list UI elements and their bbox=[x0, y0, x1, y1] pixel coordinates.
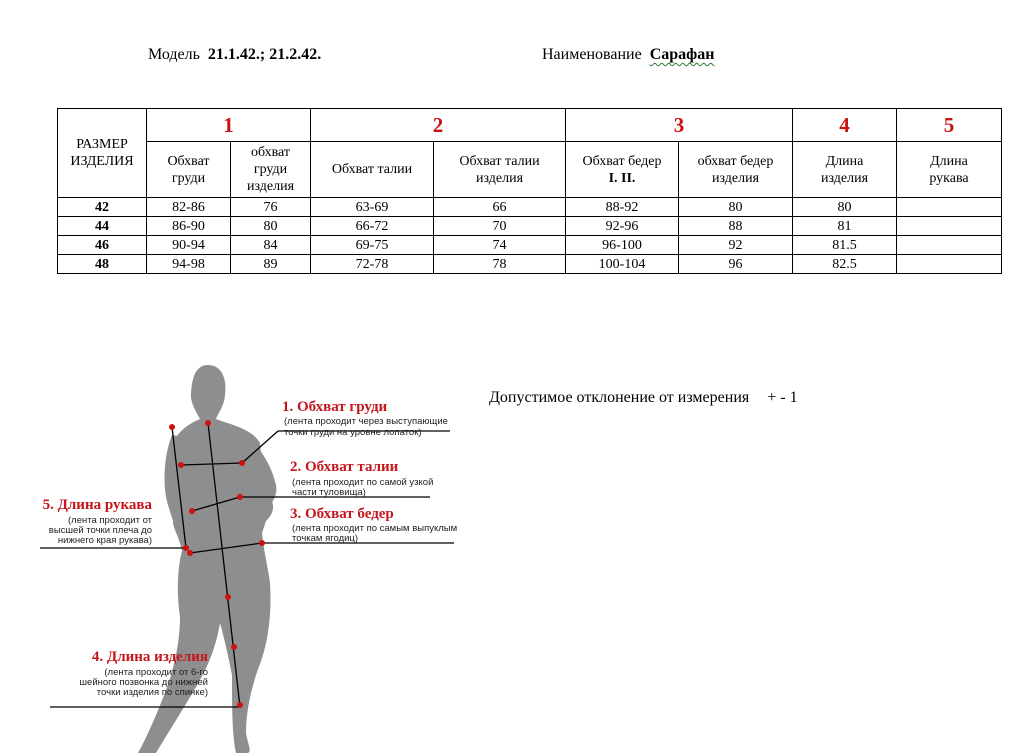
label-length-desc: точки изделия по спинке) bbox=[96, 687, 208, 698]
name-value: Сарафан bbox=[649, 46, 715, 63]
label-length-title: 4. Длина изделия bbox=[91, 649, 208, 665]
column-header: Обхват груди bbox=[147, 142, 231, 198]
table-cell bbox=[897, 236, 1002, 255]
table-cell: 76 bbox=[231, 198, 311, 217]
table-cell bbox=[897, 198, 1002, 217]
marker-dot bbox=[189, 508, 195, 514]
marker-dot bbox=[225, 594, 231, 600]
table-cell: 89 bbox=[231, 255, 311, 274]
size-cell: 48 bbox=[58, 255, 147, 274]
name-label: Наименование bbox=[542, 46, 642, 63]
model-header bbox=[148, 46, 321, 64]
table-cell: 88-92 bbox=[566, 198, 679, 217]
table-cell: 82-86 bbox=[147, 198, 231, 217]
table-cell: 82.5 bbox=[793, 255, 897, 274]
column-header: Длина изделия bbox=[793, 142, 897, 198]
marker-dot bbox=[239, 460, 245, 466]
label-length-desc: шейного позвонка до нижней bbox=[79, 677, 208, 688]
column-header-row bbox=[58, 142, 1002, 198]
table-cell: 100-104 bbox=[566, 255, 679, 274]
marker-dot bbox=[259, 540, 265, 546]
table-cell: 92 bbox=[679, 236, 793, 255]
table-cell: 96-100 bbox=[566, 236, 679, 255]
table-cell: 81.5 bbox=[793, 236, 897, 255]
group-number: 1 bbox=[147, 109, 311, 142]
group-number: 3 bbox=[566, 109, 793, 142]
table-cell: 78 bbox=[434, 255, 566, 274]
size-table bbox=[57, 108, 1002, 274]
marker-dot bbox=[183, 545, 189, 551]
table-cell: 81 bbox=[793, 217, 897, 236]
table-cell bbox=[897, 217, 1002, 236]
label-hips-title: 3. Обхват бедер bbox=[290, 506, 394, 522]
table-cell: 80 bbox=[679, 198, 793, 217]
label-sleeve-desc: нижнего края рукава) bbox=[57, 535, 152, 546]
label-chest-title: 1. Обхват груди bbox=[282, 399, 388, 415]
table-cell: 92-96 bbox=[566, 217, 679, 236]
measurement-figure bbox=[0, 355, 520, 753]
group-number-row bbox=[58, 109, 1002, 142]
model-value: 21.1.42.; 21.2.42. bbox=[207, 46, 322, 63]
label-hips-desc: (лента проходит по самым выпуклым bbox=[292, 523, 458, 534]
marker-dot bbox=[187, 550, 193, 556]
group-number: 2 bbox=[311, 109, 566, 142]
tolerance-value: + - 1 bbox=[767, 389, 798, 406]
label-waist-desc: (лента проходит по самой узкой bbox=[292, 477, 434, 488]
size-cell: 44 bbox=[58, 217, 147, 236]
marker-dot bbox=[231, 644, 237, 650]
label-sleeve-title: 5. Длина рукава bbox=[42, 497, 152, 513]
table-row bbox=[58, 255, 1002, 274]
table-cell: 63-69 bbox=[311, 198, 434, 217]
label-sleeve-desc: высшей точки плеча до bbox=[48, 525, 152, 536]
model-label: Модель bbox=[148, 46, 200, 63]
group-number: 4 bbox=[793, 109, 897, 142]
size-cell: 46 bbox=[58, 236, 147, 255]
table-cell: 66 bbox=[434, 198, 566, 217]
marker-dot bbox=[205, 420, 211, 426]
column-header: Обхват талии bbox=[311, 142, 434, 198]
table-cell: 90-94 bbox=[147, 236, 231, 255]
label-hips-desc: точкам ягодиц) bbox=[292, 533, 359, 544]
table-cell: 94-98 bbox=[147, 255, 231, 274]
label-waist-desc: части туловища) bbox=[292, 487, 366, 498]
column-header: обхват груди изделия bbox=[231, 142, 311, 198]
table-cell: 66-72 bbox=[311, 217, 434, 236]
label-waist-title: 2. Обхват талии bbox=[290, 459, 399, 475]
table-cell: 96 bbox=[679, 255, 793, 274]
table-cell: 80 bbox=[793, 198, 897, 217]
table-row bbox=[58, 217, 1002, 236]
tolerance-label: Допустимое отклонение от измерения bbox=[489, 389, 750, 406]
size-cell: 42 bbox=[58, 198, 147, 217]
marker-dot bbox=[169, 424, 175, 430]
table-row bbox=[58, 236, 1002, 255]
column-header: Обхват бедер I. II. bbox=[566, 142, 679, 198]
marker-dot bbox=[237, 494, 243, 500]
table-cell: 88 bbox=[679, 217, 793, 236]
table-row bbox=[58, 198, 1002, 217]
table-cell: 84 bbox=[231, 236, 311, 255]
name-header bbox=[542, 46, 714, 64]
label-sleeve-desc: (лента проходит от bbox=[68, 515, 152, 526]
column-header: Обхват талии изделия bbox=[434, 142, 566, 198]
column-header: Длина рукава bbox=[897, 142, 1002, 198]
size-header-cell: РАЗМЕР ИЗДЕЛИЯ bbox=[58, 109, 147, 198]
table-cell: 69-75 bbox=[311, 236, 434, 255]
label-chest-desc: (лента проходит через выступающие bbox=[284, 416, 448, 427]
label-chest-desc: точки груди на уровне лопаток) bbox=[284, 427, 422, 438]
column-header: обхват бедер изделия bbox=[679, 142, 793, 198]
table-cell: 70 bbox=[434, 217, 566, 236]
tolerance-note bbox=[489, 389, 798, 407]
marker-dot bbox=[178, 462, 184, 468]
marker-dot bbox=[237, 702, 243, 708]
table-cell bbox=[897, 255, 1002, 274]
table-cell: 72-78 bbox=[311, 255, 434, 274]
table-cell: 80 bbox=[231, 217, 311, 236]
label-length-desc: (лента проходит от 6-го bbox=[104, 667, 208, 678]
table-cell: 74 bbox=[434, 236, 566, 255]
table-cell: 86-90 bbox=[147, 217, 231, 236]
group-number: 5 bbox=[897, 109, 1002, 142]
